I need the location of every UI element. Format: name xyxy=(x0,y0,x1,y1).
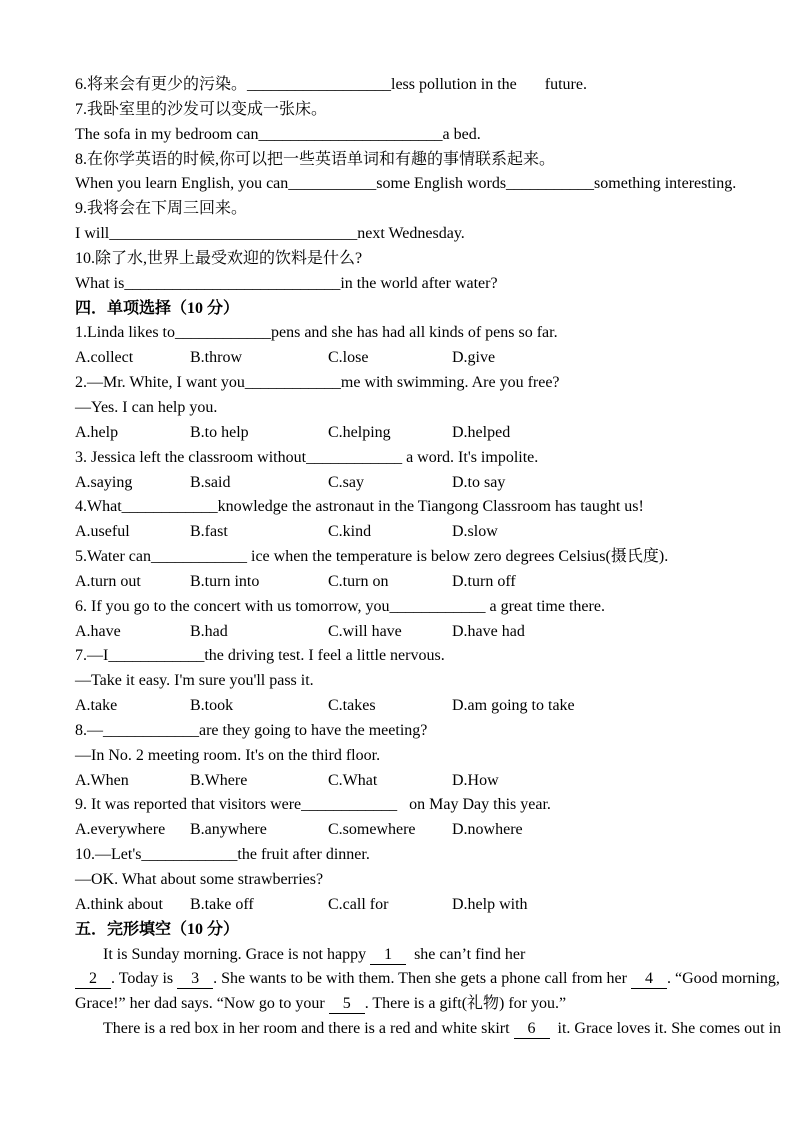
mc-option-c: C.What xyxy=(328,771,378,789)
mc-question-stem: 2.—Mr. White, I want you____________me with swimming. Are you free? xyxy=(75,374,560,392)
cloze-text: There is a red box in her room and there is a red and white skirt xyxy=(103,1020,514,1038)
cloze-blank: 5 xyxy=(329,995,365,1014)
translation-line: 10.除了水,世界上最受欢迎的饮料是什么? xyxy=(75,249,363,267)
mc-options-row xyxy=(75,818,783,843)
translation-line: 9.我将会在下周三回来。 xyxy=(75,200,248,218)
mc-question-stem: 1.Linda likes to____________pens and she has had all kinds of pens so far. xyxy=(75,324,558,342)
mc-option-b: B.to help xyxy=(190,423,249,441)
mc-question-reply: —Yes. I can help you. xyxy=(75,398,218,416)
translation-line: I will_______________________________next Wednesday. xyxy=(75,225,465,243)
cloze-text: . She wants to be with them. Then she gets a phone call from her xyxy=(213,970,631,988)
cloze-blank: 6 xyxy=(514,1020,550,1039)
mc-option-b: B.took xyxy=(190,697,234,715)
mc-option-a: A.When xyxy=(75,771,129,789)
cloze-text: Grace!” her dad says. “Now go to your xyxy=(75,995,329,1013)
mc-option-d: D.How xyxy=(452,771,499,789)
mc-option-c: C.lose xyxy=(328,349,369,367)
translation-line: 8.在你学英语的时候,你可以把一些英语单词和有趣的事情联系起来。 xyxy=(75,150,556,168)
cloze-heading: 五．完形填空（10 分） xyxy=(75,920,240,938)
cloze-text: . There is a gift(礼物) for you.” xyxy=(364,995,567,1013)
mc-option-c: C.kind xyxy=(328,523,372,541)
mc-option-b: B.said xyxy=(190,473,231,491)
cloze-blank: 1 xyxy=(370,946,406,965)
multiple-choice-section xyxy=(75,297,783,918)
mc-option-a: A.think about xyxy=(75,895,163,913)
mc-option-c: C.helping xyxy=(328,423,391,441)
translation-lines xyxy=(75,73,783,297)
mc-question-reply: —In No. 2 meeting room. It's on the third floor. xyxy=(75,746,381,764)
mc-option-d: D.nowhere xyxy=(452,821,523,839)
translation-line: 7.我卧室里的沙发可以变成一张床。 xyxy=(75,100,328,118)
mc-options-row xyxy=(75,346,783,371)
mc-question-reply: —Take it easy. I'm sure you'll pass it. xyxy=(75,672,314,690)
test-paper-content xyxy=(75,73,783,1042)
cloze-text: she can’t find her xyxy=(406,945,526,963)
mc-options-row xyxy=(75,893,783,918)
mc-question-stem: 4.What____________knowledge the astronaut in the Tiangong Classroom has taught us! xyxy=(75,498,644,516)
mc-option-a: A.useful xyxy=(75,523,130,541)
cloze-text: . Today is xyxy=(111,970,178,988)
mc-question-stem: 9. It was reported that visitors were____________ on May Day this year. xyxy=(75,796,551,814)
mc-option-d: D.help with xyxy=(452,895,528,913)
cloze-blank: 2 xyxy=(75,970,111,989)
mc-option-b: B.Where xyxy=(190,771,248,789)
mc-option-c: C.call for xyxy=(328,895,389,913)
translation-section xyxy=(75,73,783,297)
mc-option-d: D.to say xyxy=(452,473,506,491)
mc-option-c: C.turn on xyxy=(328,572,389,590)
mc-option-d: D.turn off xyxy=(452,572,516,590)
mc-options-row xyxy=(75,570,783,595)
mc-option-a: A.everywhere xyxy=(75,821,166,839)
translation-line: When you learn English, you can___________some English words___________something interesting. xyxy=(75,175,737,193)
cloze-line xyxy=(75,992,783,1017)
cloze-blank: 3 xyxy=(177,970,213,989)
mc-option-c: C.takes xyxy=(328,697,376,715)
mc-options-row xyxy=(75,769,783,794)
mc-question-stem: 8.—____________are they going to have the meeting? xyxy=(75,721,428,739)
mc-option-d: D.helped xyxy=(452,423,511,441)
mc-question-stem: 6. If you go to the concert with us tomorrow, you____________ a great time there. xyxy=(75,597,605,615)
cloze-line xyxy=(75,1017,783,1042)
mc-option-b: B.take off xyxy=(190,895,254,913)
cloze-line xyxy=(75,943,783,968)
mc-option-d: D.give xyxy=(452,349,496,367)
mc-option-b: B.throw xyxy=(190,349,242,367)
mc-option-a: A.collect xyxy=(75,349,134,367)
mc-options-row xyxy=(75,471,783,496)
cloze-line xyxy=(75,967,783,992)
multiple-choice-heading: 四．单项选择（10 分） xyxy=(75,299,240,317)
mc-option-b: B.had xyxy=(190,622,228,640)
mc-option-b: B.fast xyxy=(190,523,228,541)
translation-line: What is___________________________in the world after water? xyxy=(75,274,498,292)
mc-options-row xyxy=(75,620,783,645)
cloze-blank: 4 xyxy=(631,970,667,989)
mc-option-c: C.say xyxy=(328,473,364,491)
mc-option-c: C.will have xyxy=(328,622,402,640)
mc-option-c: C.somewhere xyxy=(328,821,416,839)
mc-options-row xyxy=(75,421,783,446)
mc-option-a: A.help xyxy=(75,423,119,441)
mc-options-row xyxy=(75,520,783,545)
cloze-lines xyxy=(75,943,783,1042)
mc-option-b: B.turn into xyxy=(190,572,260,590)
mc-option-a: A.have xyxy=(75,622,121,640)
mc-option-b: B.anywhere xyxy=(190,821,267,839)
translation-line: 6.将来会有更少的污染。__________________less pollution in the future. xyxy=(75,76,587,93)
mc-option-a: A.saying xyxy=(75,473,133,491)
cloze-section xyxy=(75,918,783,1042)
mc-question-reply: —OK. What about some strawberries? xyxy=(75,871,324,888)
mc-question-stem: 5.Water can____________ ice when the temperature is below zero degrees Celsius(摄氏度). xyxy=(75,548,669,566)
mc-question-stem: 10.—Let's____________the fruit after dinner. xyxy=(75,846,370,864)
mc-option-a: A.take xyxy=(75,697,118,715)
mc-options-row xyxy=(75,694,783,719)
mc-question-stem: 3. Jessica left the classroom without____________ a word. It's impolite. xyxy=(75,448,539,466)
mc-option-d: D.slow xyxy=(452,523,498,541)
mc-question-stem: 7.—I____________the driving test. I feel a little nervous. xyxy=(75,647,445,665)
cloze-text: It is Sunday morning. Grace is not happy xyxy=(103,945,371,963)
cloze-text: it. Grace loves it. She comes out in xyxy=(549,1020,782,1038)
translation-line: The sofa in my bedroom can_______________________a bed. xyxy=(75,125,481,143)
choice-questions xyxy=(75,321,783,917)
mc-option-d: D.am going to take xyxy=(452,697,575,715)
mc-option-d: D.have had xyxy=(452,622,525,640)
mc-option-a: A.turn out xyxy=(75,572,141,590)
cloze-text: . “Good morning, xyxy=(666,970,780,988)
